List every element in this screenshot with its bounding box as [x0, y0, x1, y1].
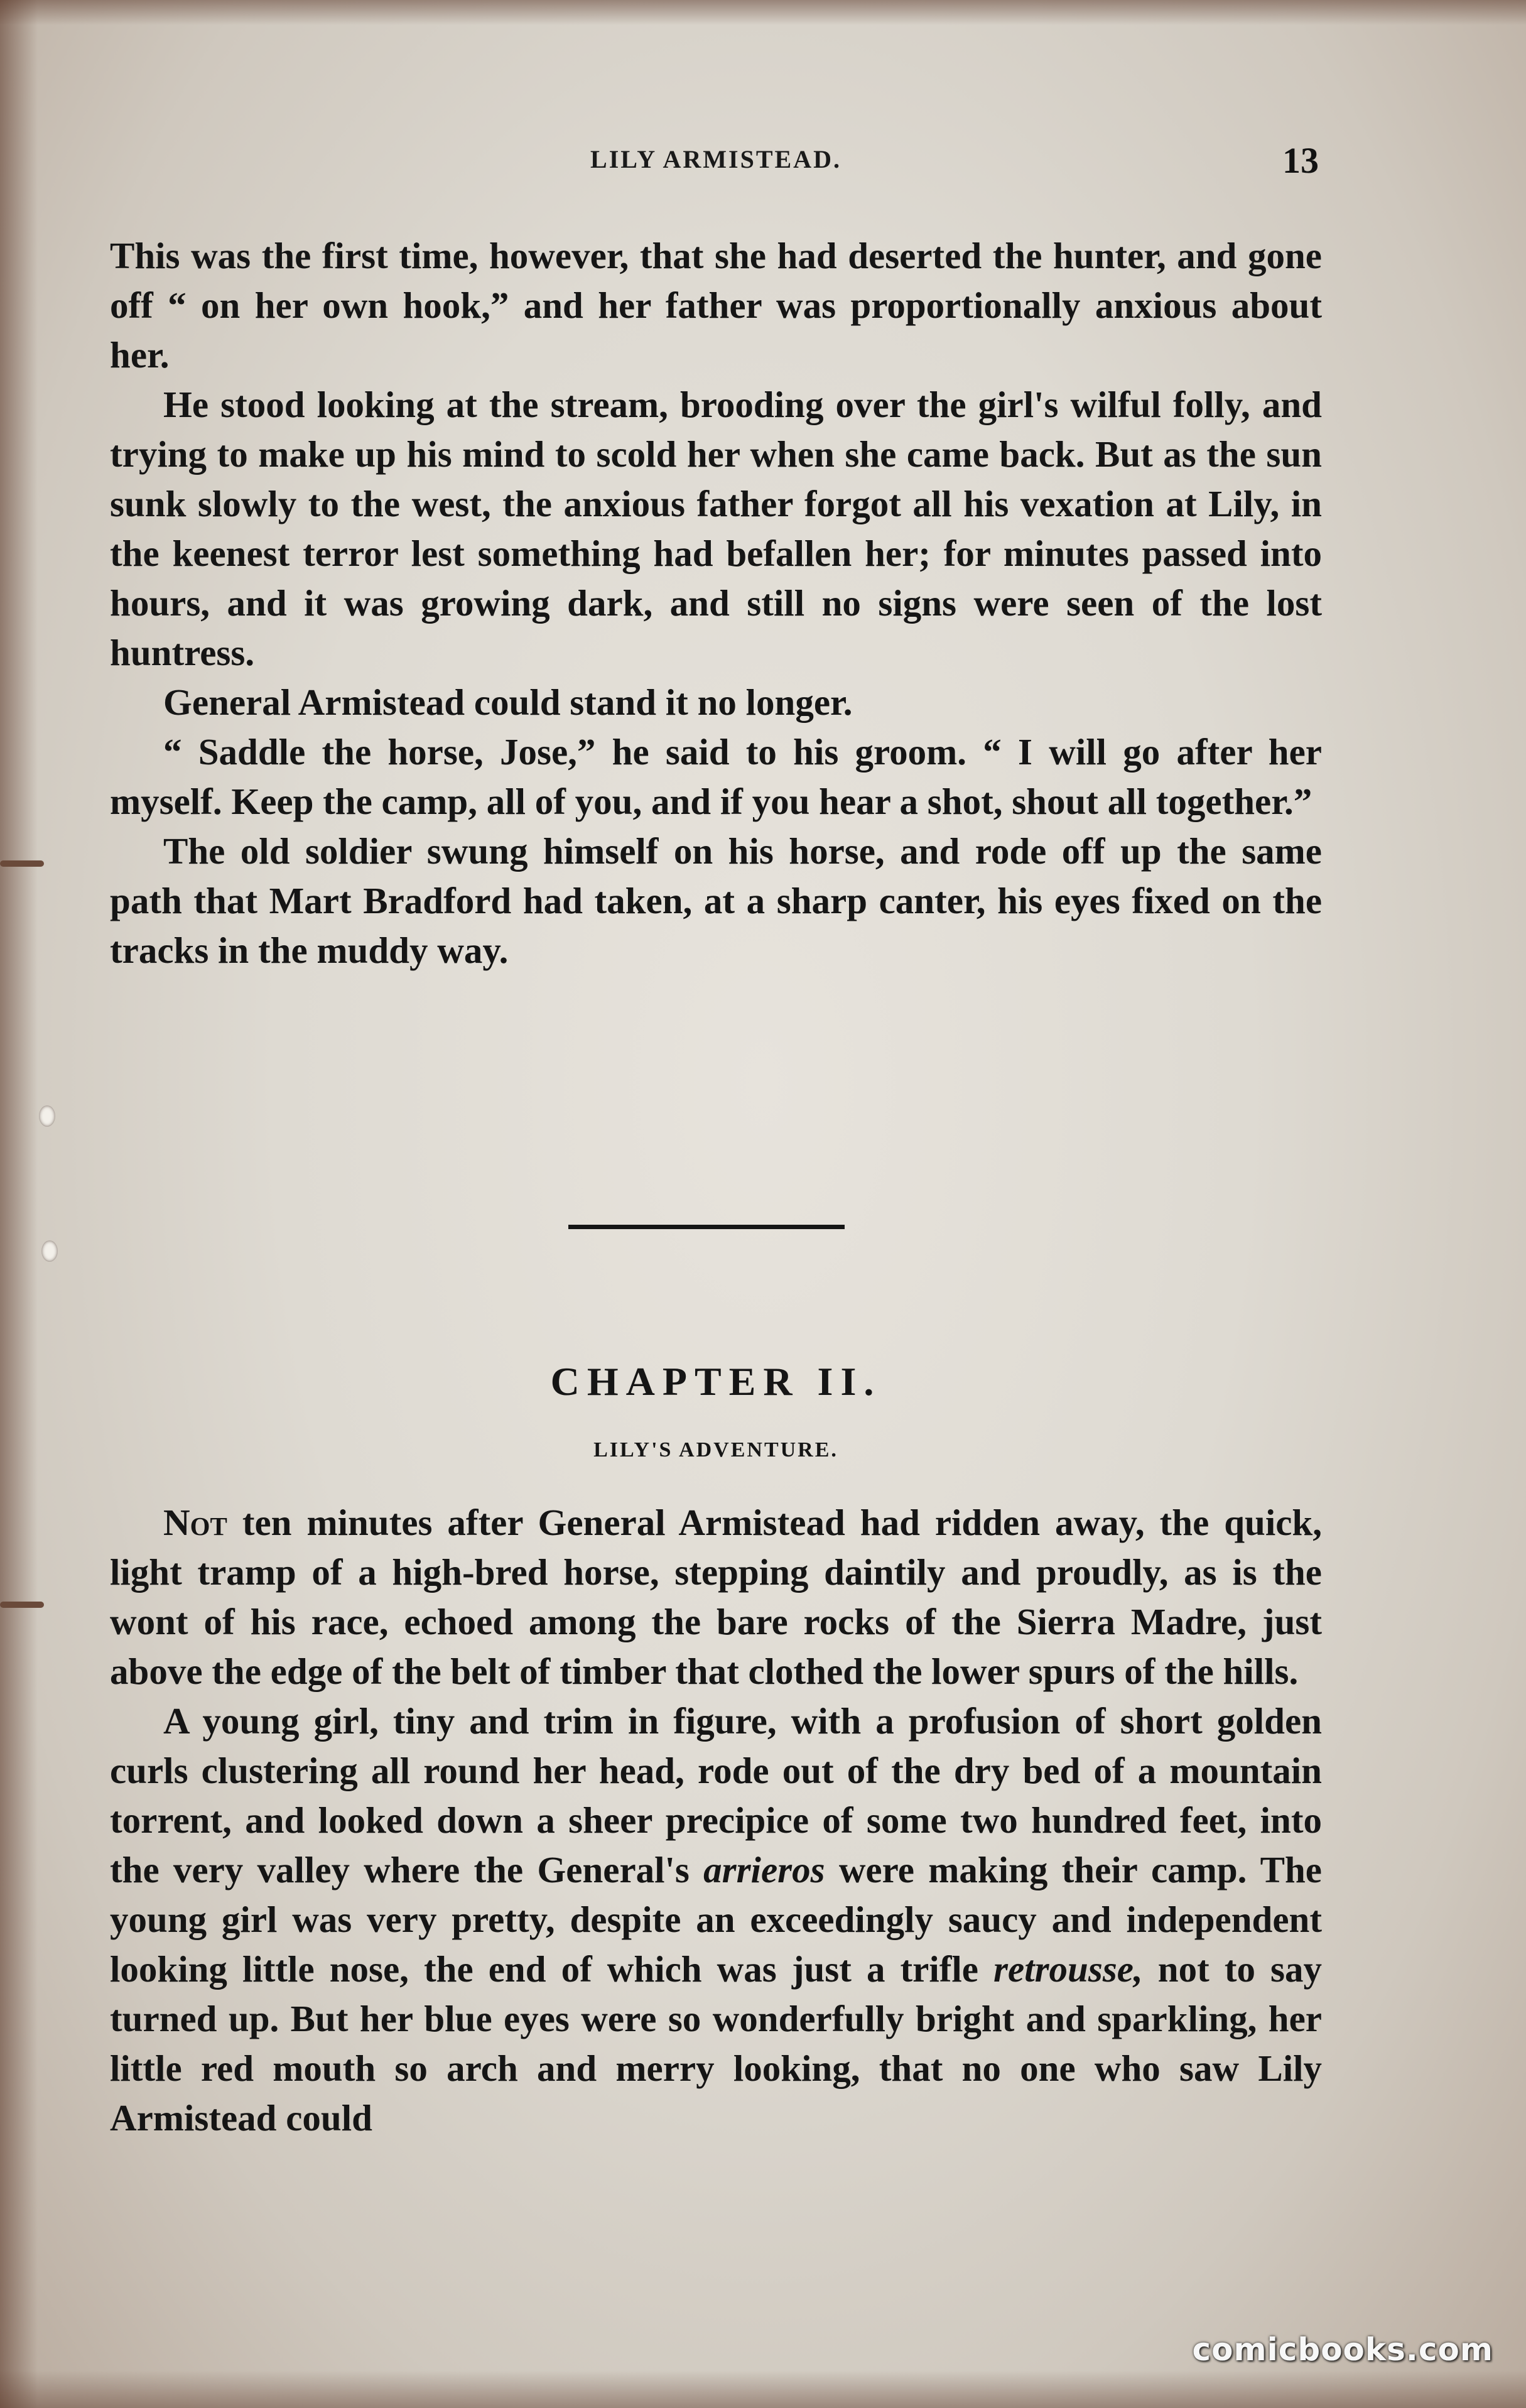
chapter-subtitle: LILY'S ADVENTURE. — [593, 1438, 838, 1462]
paragraph-text: ten minutes after General Armistead had ridden away, the quick, light tramp of a high-bred horse, stepping daintily and proudly, as is the wont of his race, echoed among the bare rocks of the Sierra Madre, just above the edge of the belt of timber that clothed the lower spurs of the hills. — [110, 1502, 1322, 1692]
running-title: LILY ARMISTEAD. — [590, 145, 841, 173]
paragraph-text: not to say turned up. But her blue eyes were so wonderfully bright and sparkling, her little red mouth so arch and merry looking, that no one who saw Lily Armistead could — [110, 1948, 1322, 2139]
page-edge-shadow — [0, 2370, 1526, 2408]
paragraph: “ Saddle the horse, Jose,” he said to his groom. “ I will go after her myself. Keep the camp, all of you, and if you hear a shot, shout all together.” — [110, 731, 1322, 822]
drop-lead-word: Not — [163, 1502, 227, 1543]
paragraph: General Armistead could stand it no longer. — [163, 681, 853, 723]
paragraph-text: A young girl, tiny and trim in figure, with a profusion of short golden curls clustering all round her head, rode out of the dry bed of a mountain torrent, and looked down a sheer precipice of some two hundred feet, into the very valley where the General's — [110, 1700, 1322, 1890]
paragraph: The old soldier swung himself on his horse, and rode off up the same path that Mart Bradford had taken, at a sharp canter, his eyes fixed on the tracks in the muddy way. — [110, 830, 1322, 971]
page-number: 13 — [1282, 140, 1319, 181]
body-text-bottom — [110, 1498, 1322, 2143]
binding-thread-mark — [0, 1602, 44, 1608]
paragraph-text: were making their camp. The young girl was very pretty, despite an exceedingly saucy and independent looking little nose, the end of which was just a trifle — [110, 1849, 1322, 1990]
running-head — [113, 139, 1319, 183]
italic-word: retrousse, — [993, 1948, 1143, 1990]
paragraph: This was the first time, however, that she had deserted the hunter, and gone off “ on her own hook,” and her father was proportionally anxious about her. — [110, 235, 1322, 376]
page-edge-shadow — [0, 0, 38, 2408]
section-divider-rule — [568, 1225, 845, 1229]
chapter-heading: CHAPTER II. — [550, 1359, 882, 1404]
binding-hole — [39, 1105, 55, 1127]
paragraph: He stood looking at the stream, brooding over the girl's wilful folly, and trying to make up his mind to scold her when she came back. But as the sun sunk slowly to the west, the anxious father forgot all his vexation at Lily, in the keenest terror lest something had befallen her; for minutes passed into hours, and it was growing dark, and still no signs were seen of the lost huntress. — [110, 384, 1322, 673]
paragraph — [110, 1696, 1322, 2143]
binding-thread-mark — [0, 860, 44, 867]
binding-hole — [41, 1240, 58, 1262]
page-edge-shadow — [0, 0, 1526, 25]
italic-word: arrieros — [703, 1849, 825, 1890]
body-text-top — [110, 231, 1322, 975]
watermark: comicbooks.com — [1192, 2331, 1493, 2368]
paragraph — [110, 1498, 1322, 1696]
